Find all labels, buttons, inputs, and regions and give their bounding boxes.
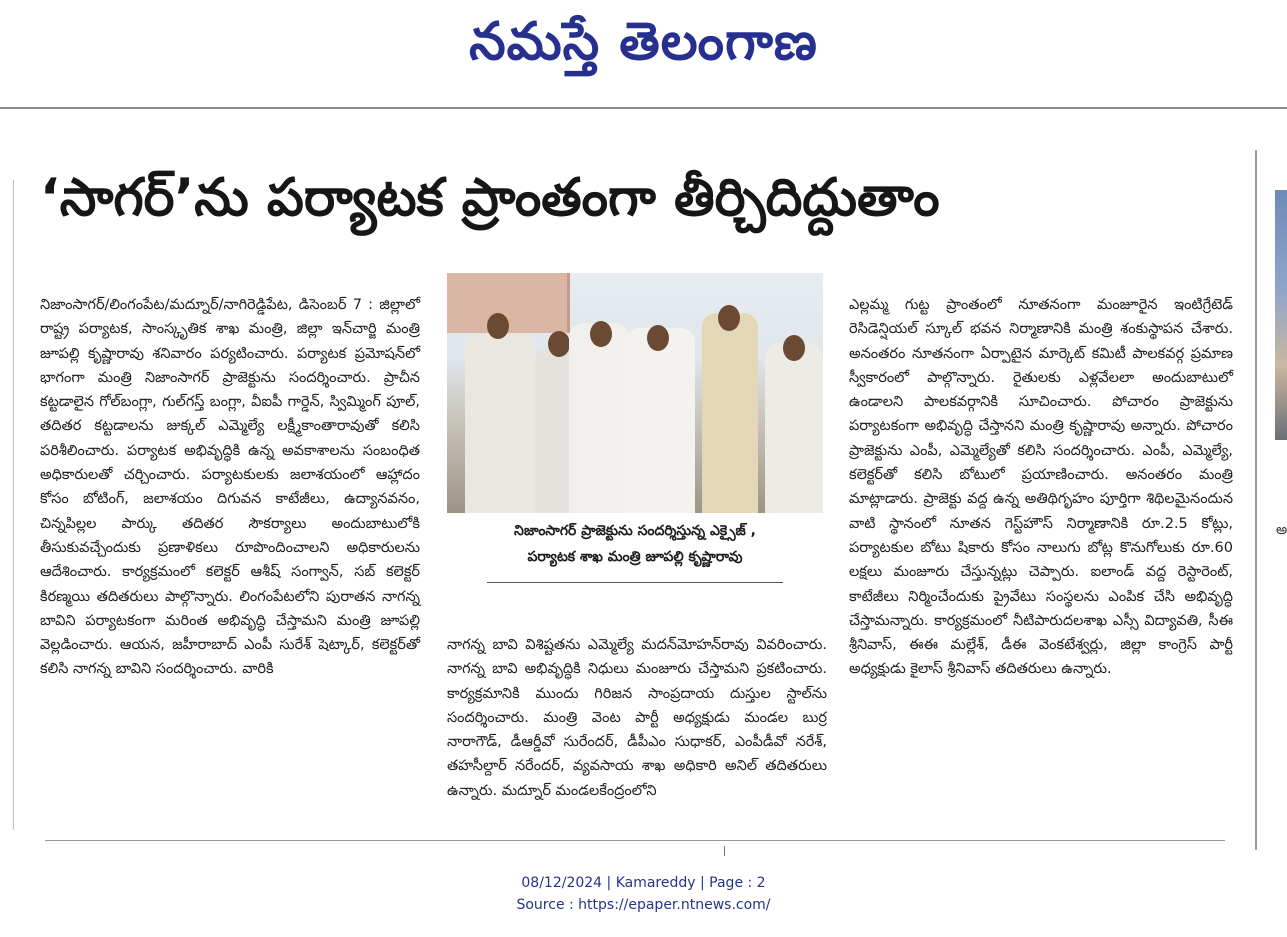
left-edge-divider (13, 180, 14, 830)
column-divider (1255, 150, 1257, 850)
adjacent-article-text: అ (1276, 522, 1287, 538)
article-column-right (849, 293, 1233, 682)
article-column-middle (447, 633, 827, 803)
photo-person-head (590, 321, 612, 347)
newspaper-logo: నమస్తే తెలంగాణ (469, 11, 818, 72)
masthead-divider (0, 107, 1287, 109)
photo-person (569, 323, 629, 513)
masthead (0, 0, 1287, 106)
article-body-middle: నాగన్న బావి విశిష్టతను ఎమ్మెల్యే మదన్‌మోహన్‌రావు వివరించారు. నాగన్న బావి అభివృద్ధికి నిధులు మంజూరు చేస్తామని ప్రకటించారు. కార్యక్రమానికి ముందు గిరిజన సాంప్రదాయ దుస్తుల స్టాల్‌ను సందర్శించారు. మంత్రి వెంట పార్టీ అధ్యక్షుడు మండల బుర్ర నారాగౌడ్, డీఆర్డీవో సురేందర్, డీపీఎం సుధాకర్, ఎంపీడీవో నరేశ్, తహసీల్దార్ నరేందర్, వ్యవసాయ శాఖ అధికారి అనిల్ తదితరులు ఉన్నారు. మద్నూర్ మండలకేంద్రంలోని (447, 637, 827, 799)
adjacent-article-fragment (1258, 150, 1287, 850)
photo-person (625, 328, 695, 513)
page-bottom-tick (724, 846, 725, 856)
article-body-right: ఎల్లమ్మ గుట్ట ప్రాంతంలో నూతనంగా మంజూరైన ఇంటిగ్రేటెడ్ రెసిడెన్షియల్ స్కూల్ భవన నిర్మాణానికి మంత్రి శంకుస్థాపన చేశారు. అనంతరం నూతనంగా ఏర్పాటైన మార్కెట్ కమిటీ పాలకవర్గ ప్రమాణ స్వీకారంలో పాల్గొన్నారు. రైతులకు ఎళ్లవేలలా అందుబాటులో ఉండాలని పాలకవర్గానికి సూచించారు. పోచారం ప్రాజెక్టును పర్యాటకంగా అభివృద్ధి చేస్తానని మంత్రి కృష్ణారావు అన్నారు. పోచారం ప్రాజెక్టును ఎంపీ, ఎమ్మెల్యేతో కలిసి సందర్శించారు. ఎంపీ, ఎమ్మెల్యే, కలెక్టర్‌తో కలిసి బోటులో ప్రయాణించారు. అనంతరం మంత్రి మాట్లాడారు. ప్రాజెక్టు వద్ద ఉన్న అతిథిగృహం పూర్తిగా శిథిలమైనందున వాటి స్థానంలో నూతన గెస్ట్‌హౌస్ నిర్మాణానికి రూ.2.5 కోట్లు, పర్యాటకుల బోటు షికారు కోసం నాలుగు బోట్ల కొనుగోలుకు రూ.60 లక్షలు మంజూరు చేస్తున్నట్లు చెప్పారు. ఐలాండ్ వద్ద రెస్టారెంట్, కాటేజీలు నిర్మించేందుకు ప్రైవేటు సంస్థలను ఎంపిక చేసి అభివృద్ధి చేస్తామన్నారు. కార్యక్రమంలో నీటిపారుదలశాఖ ఎస్సీ విద్యావతి, సీఈ శ్రీనివాస్, ఈఈ మల్లేశ్, డీఈ వెంకటేశ్వర్లు, జిల్లా కాంగ్రెస్ పార్టీ అధ్యక్షుడు కైలాస్ శ్రీనివాస్ తదితరులు ఉన్నారు. (849, 297, 1233, 678)
article-column-left (40, 293, 420, 682)
photo-person-head (718, 305, 740, 331)
photo-person-head (647, 325, 669, 351)
article-photo (447, 273, 823, 513)
page-footer (0, 872, 1287, 916)
photo-person-head (487, 313, 509, 339)
photo-person (702, 313, 758, 513)
photo-caption-line: పర్యాటక శాఖ మంత్రి జూపల్లి కృష్ణారావు (527, 549, 743, 565)
photo-person (465, 333, 535, 513)
source-link[interactable]: Source : https://epaper.ntnews.com/ (516, 897, 771, 913)
caption-underline (487, 582, 783, 583)
article-body-left: నిజాంసాగర్/లింగంపేట/మద్నూర్/నాగిరెడ్డిపేట, డిసెంబర్ 7 : జిల్లాలో రాష్ట్ర పర్యాటక, సాంస్కృతిక శాఖ మంత్రి, జిల్లా ఇన్‌చార్జి మంత్రి జూపల్లి కృష్ణారావు శనివారం పర్యటించారు. పర్యాటక ప్రమోషన్‌లో భాగంగా మంత్రి నిజాంసాగర్ ప్రాజెక్టును సందర్శించారు. ప్రాచీన కట్టడాలైన గోల్‌బంగ్లా, గుల్‌గస్త్ బంగ్లా, వీఐపీ గార్డెన్, స్విమ్మింగ్ పూల్, తదితర కట్టడాలను జుక్కల్ ఎమ్మెల్యే లక్ష్మీకాంతారావుతో కలిసి పరిశీలించారు. పర్యాటక అభివృద్ధికి ఉన్న అవకాశాలను సంబంధిత అధికారులతో చర్చించారు. పర్యాటకులకు జలాశయంలో ఆహ్లాదం కోసం బోటింగ్, జలాశయం దిగువన కాటేజీలు, ఉద్యానవనం, చిన్నపిల్లల పార్కు తదితర సౌకర్యాలు అందుబాటులోకి తీసుకువచ్చేందుకు ప్రణాళికలు రూపొందించాలని అధికారులను ఆదేశించారు. కార్యక్రమంలో కలెక్టర్ ఆశీష్ సంగ్వాన్, సబ్ కలెక్టర్ కిరణ్మయి తదితరులు పాల్గొన్నారు. లింగంపేటలోని పురాతన నాగన్న బావిని పర్యాటకంగా మరింత అభివృద్ధి చేస్తామని మంత్రి జూపల్లి వెల్లడించారు. ఆయన, జహీరాబాద్ ఎంపీ సురేశ్ షెట్కార్, కలెక్టర్‌తో కలిసి నాగన్న బావిని సందర్శించారు. వారికి (40, 297, 420, 678)
photo-person-head (548, 331, 570, 357)
edition-info: 08/12/2024 | Kamareddy | Page : 2 (521, 875, 766, 891)
photo-person-head (783, 335, 805, 361)
adjacent-article-photo (1275, 190, 1287, 440)
article-headline: ‘సాగర్’ను పర్యాటక ప్రాంతంగా తీర్చిదిద్దుతాం (40, 168, 940, 228)
photo-caption (447, 518, 823, 584)
photo-caption-line: నిజాంసాగర్ ప్రాజెక్టును సందర్శిస్తున్న ఎక్సైజ్ , (514, 523, 756, 539)
page-bottom-rule (45, 840, 1225, 841)
photo-person (765, 343, 823, 513)
